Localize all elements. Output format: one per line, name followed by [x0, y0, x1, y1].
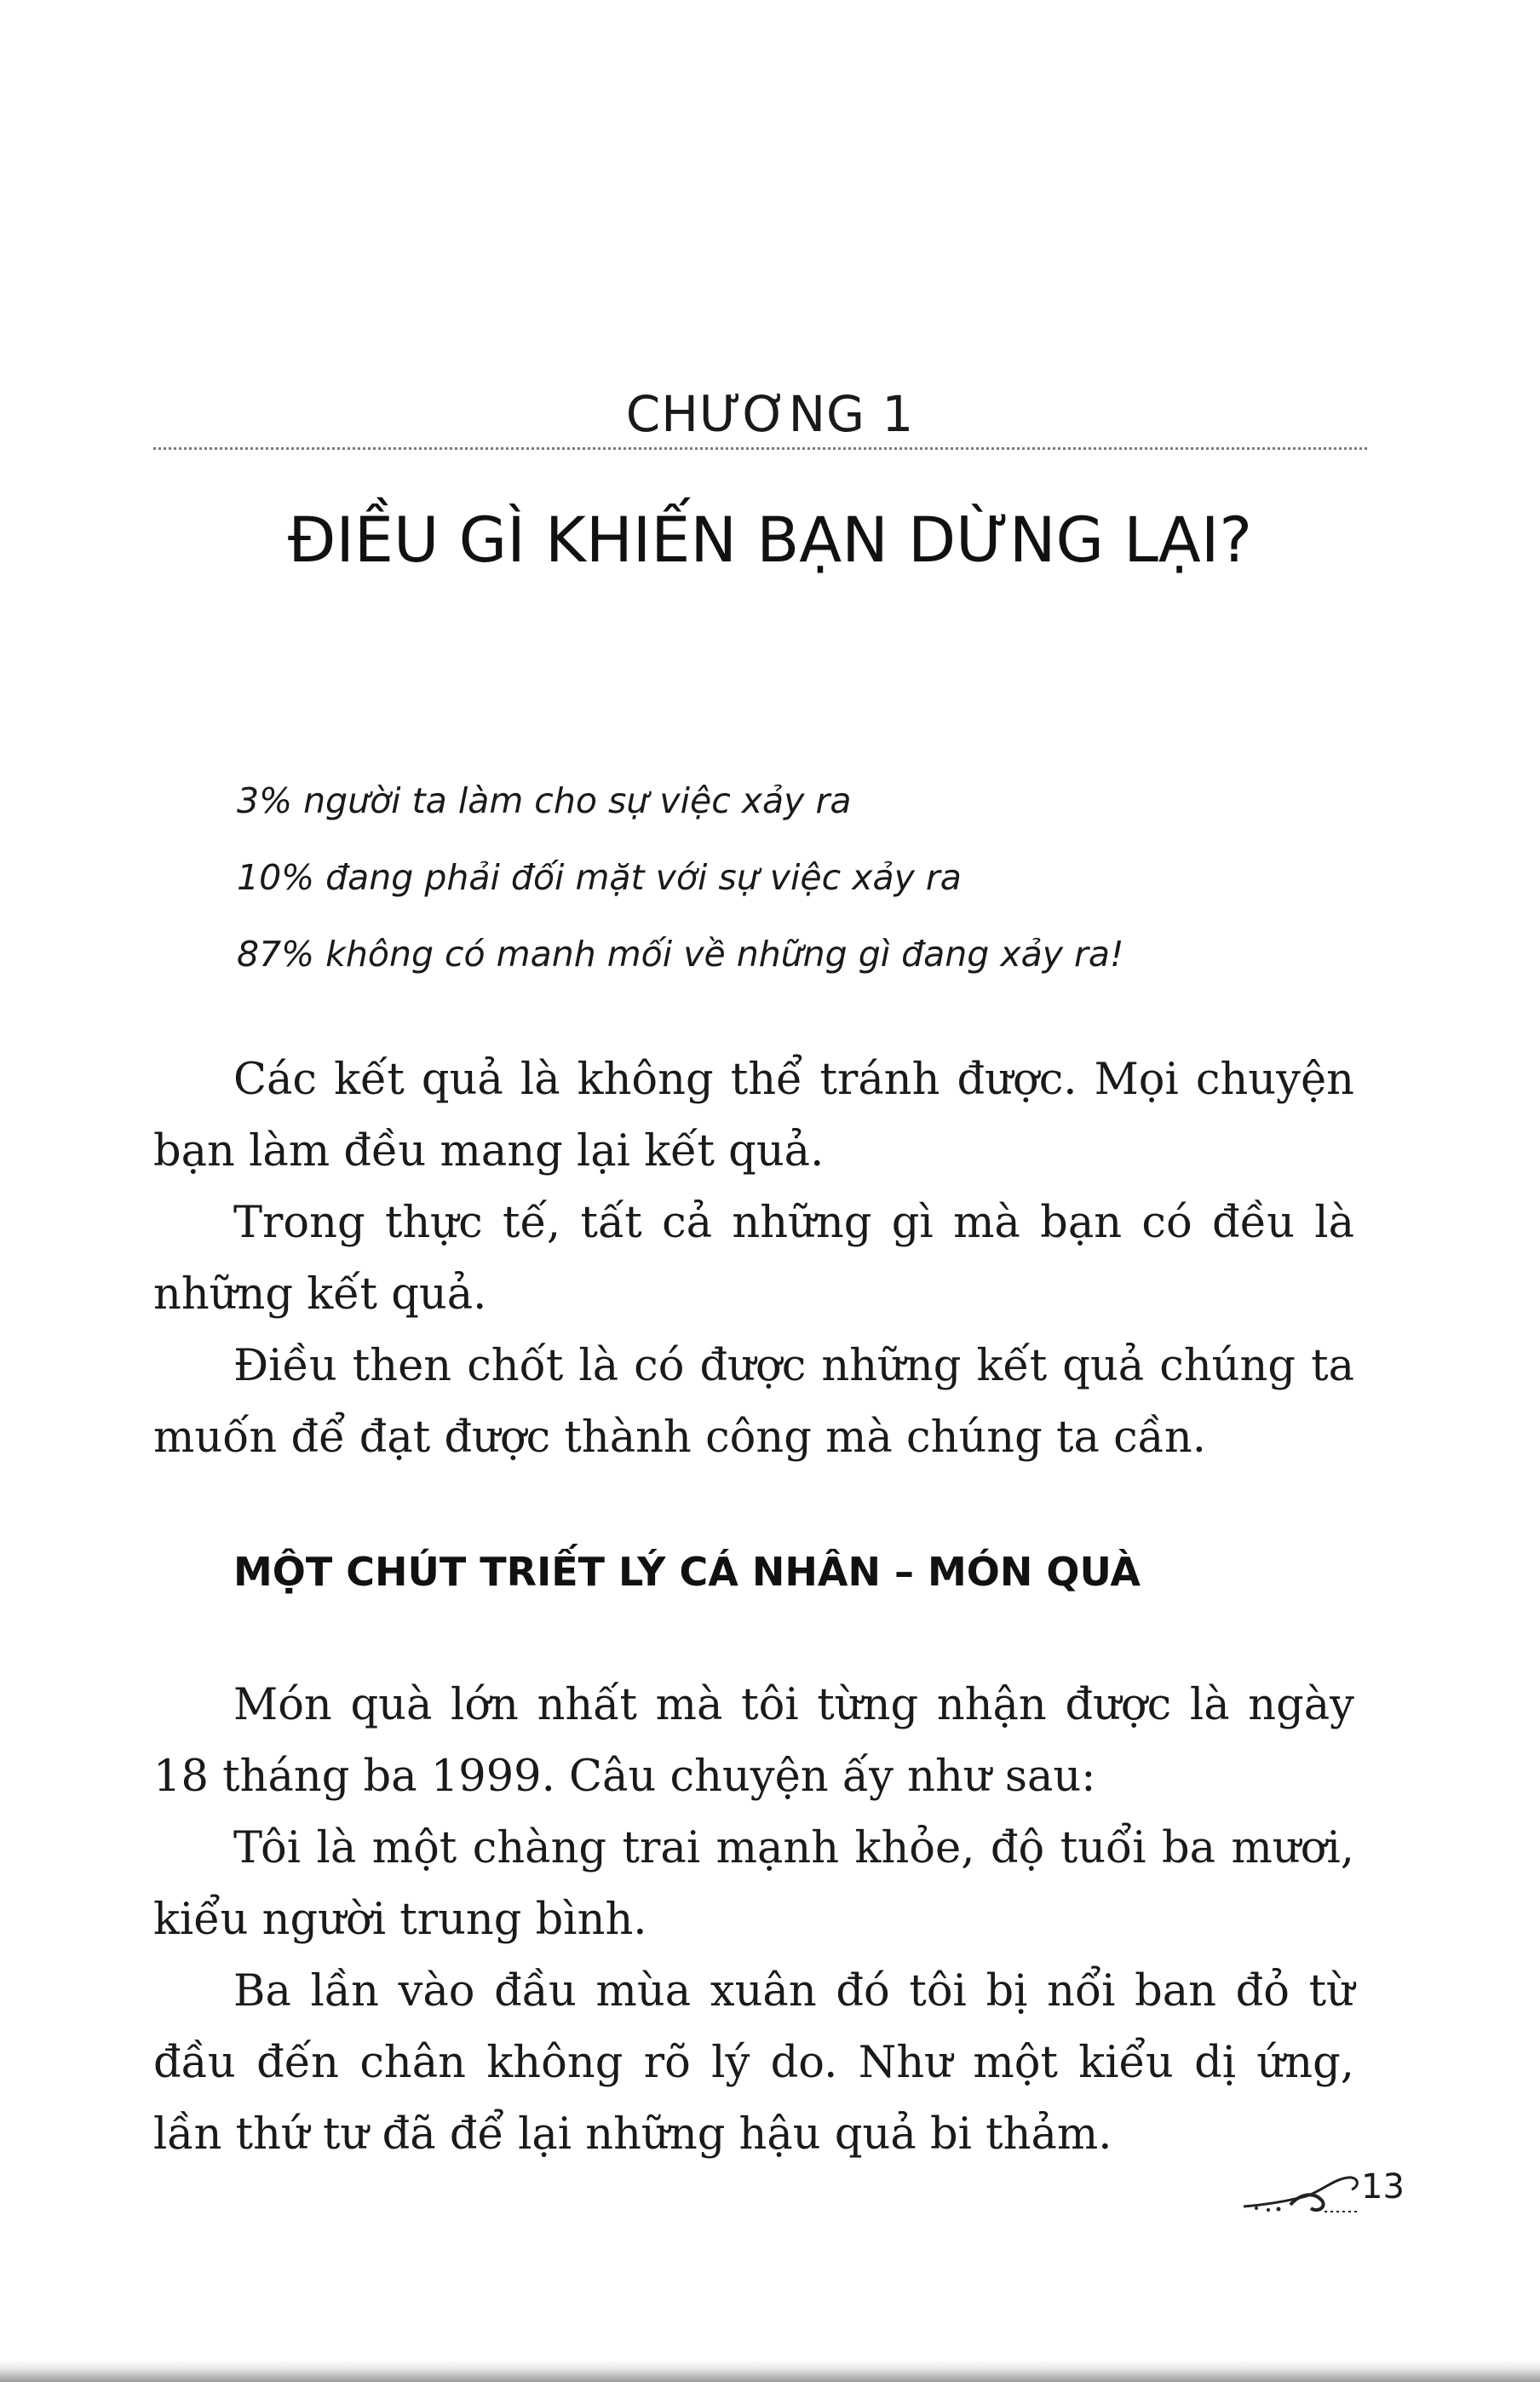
- epigraph-line: 3% người ta làm cho sự việc xảy ra: [237, 780, 852, 821]
- paragraph: Món quà lớn nhất mà tôi từng nhận được là ngày 18 tháng ba 1999. Câu chuyện ấy như sau:: [153, 1680, 1354, 1802]
- section-text: [153, 1670, 1354, 2171]
- chapter-title: ĐIỀU GÌ KHIẾN BẠN DỪNG LẠI?: [287, 504, 1253, 577]
- paragraph: Tôi là một chàng trai mạnh khỏe, độ tuổi ba mươi, kiểu người trung bình.: [153, 1823, 1354, 1945]
- epigraph-line: 87% không có manh mối về những gì đang xảy ra!: [237, 934, 1124, 975]
- epigraph: [237, 762, 1344, 992]
- paragraph: Trong thực tế, tất cả những gì mà bạn có đều là những kết quả.: [153, 1198, 1354, 1320]
- paragraph: Điều then chốt là có được những kết quả chúng ta muốn để đạt được thành công mà chúng ta cần.: [153, 1341, 1354, 1463]
- page-edge-shadow: [0, 2360, 1540, 2382]
- chapter-label: CHƯƠNG 1: [625, 385, 915, 443]
- section-heading: MỘT CHÚT TRIẾT LÝ CÁ NHÂN – MÓN QUÀ: [233, 1549, 1141, 1595]
- chapter-divider: [153, 447, 1367, 450]
- paragraph: Ba lần vào đầu mùa xuân đó tôi bị nổi ban đỏ từ đầu đến chân không rõ lý do. Như một kiểu dị ứng, lần thứ tư đã để lại những hậu quả bi thảm.: [153, 1966, 1354, 2160]
- page-number: 13: [1361, 2167, 1405, 2207]
- paragraph: Các kết quả là không thể tránh được. Mọi chuyện bạn làm đều mang lại kết quả.: [153, 1055, 1354, 1177]
- intro-text: [153, 1044, 1354, 1474]
- epigraph-line: 10% đang phải đối mặt với sự việc xảy ra: [237, 857, 962, 898]
- swirl-ornament-icon: [1239, 2171, 1367, 2222]
